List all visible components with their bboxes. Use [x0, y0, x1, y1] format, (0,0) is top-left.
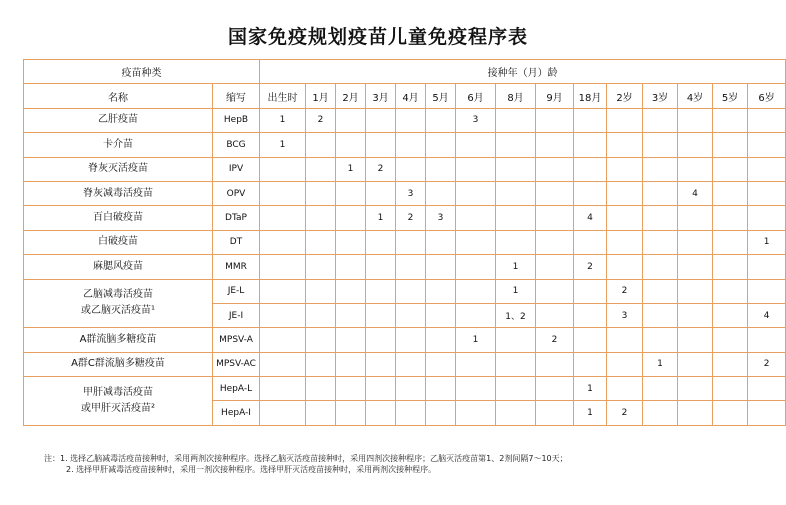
dose-cell [713, 279, 748, 303]
dose-cell [643, 328, 678, 352]
dose-cell [260, 352, 306, 376]
vaccine-name-line: 白破疫苗 [98, 236, 138, 248]
dose-cell [306, 206, 336, 230]
vaccine-abbr: IPV [213, 157, 260, 181]
dose-cell [643, 401, 678, 425]
dose-cell [396, 401, 426, 425]
dose-cell [536, 303, 574, 327]
dose-cell [456, 157, 496, 181]
dose-cell: 1 [643, 352, 678, 376]
name-header: 名称 [24, 84, 213, 108]
dose-cell [748, 401, 786, 425]
dose-cell [426, 255, 456, 279]
dose-cell [306, 352, 336, 376]
dose-cell [574, 279, 607, 303]
dose-cell [496, 352, 536, 376]
age-header-cell: 出生时 [260, 84, 306, 108]
dose-cell [678, 352, 713, 376]
vaccine-abbr: HepA-L [213, 377, 260, 401]
dose-cell [713, 108, 748, 132]
dose-cell [713, 206, 748, 230]
dose-cell [456, 206, 496, 230]
dose-cell [456, 352, 496, 376]
dose-cell [678, 303, 713, 327]
dose-cell [396, 328, 426, 352]
vaccine-abbr: MPSV-A [213, 328, 260, 352]
dose-cell: 1 [260, 133, 306, 157]
vaccine-name-line: 卡介苗 [103, 138, 133, 150]
dose-cell [336, 279, 366, 303]
dose-cell [643, 181, 678, 205]
dose-cell [678, 279, 713, 303]
dose-cell [336, 181, 366, 205]
dose-cell [426, 377, 456, 401]
vaccine-name-line: 麻腮风疫苗 [93, 260, 143, 272]
vaccine-name [24, 108, 213, 132]
dose-cell [366, 328, 396, 352]
dose-cell [713, 352, 748, 376]
dose-cell [426, 181, 456, 205]
dose-cell [643, 206, 678, 230]
dose-cell [366, 230, 396, 254]
dose-cell [643, 108, 678, 132]
age-header-cell: 18月 [574, 84, 607, 108]
vaccine-type-header: 疫苗种类 [24, 60, 260, 84]
dose-cell [306, 401, 336, 425]
dose-cell [643, 133, 678, 157]
table-row [24, 279, 786, 303]
dose-cell [456, 255, 496, 279]
dose-cell [396, 108, 426, 132]
vaccine-name [24, 352, 213, 376]
dose-cell: 4 [678, 181, 713, 205]
dose-cell [643, 157, 678, 181]
dose-cell [426, 108, 456, 132]
dose-cell [536, 230, 574, 254]
dose-cell [396, 255, 426, 279]
dose-cell [536, 401, 574, 425]
table-row [24, 157, 786, 181]
dose-cell [396, 157, 426, 181]
dose-cell [306, 255, 336, 279]
vaccine-abbr: JE-I [213, 303, 260, 327]
dose-cell [574, 181, 607, 205]
age-header-cell: 1月 [306, 84, 336, 108]
dose-cell [536, 108, 574, 132]
dose-cell: 1 [366, 206, 396, 230]
dose-cell [496, 206, 536, 230]
dose-cell [748, 279, 786, 303]
dose-cell [260, 401, 306, 425]
vaccine-name [24, 206, 213, 230]
dose-cell: 2 [366, 157, 396, 181]
vaccine-abbr: OPV [213, 181, 260, 205]
vaccine-abbr: HepA-I [213, 401, 260, 425]
dose-cell [574, 157, 607, 181]
vaccine-name [24, 328, 213, 352]
dose-cell [607, 206, 643, 230]
dose-cell [607, 230, 643, 254]
dose-cell [607, 181, 643, 205]
dose-cell [748, 328, 786, 352]
dose-cell [456, 230, 496, 254]
dose-cell [536, 279, 574, 303]
vaccine-name-line: 脊灰减毒活疫苗 [83, 187, 153, 199]
dose-cell [574, 108, 607, 132]
dose-cell: 2 [306, 108, 336, 132]
dose-cell [536, 377, 574, 401]
vaccine-name [24, 133, 213, 157]
dose-cell [713, 181, 748, 205]
dose-cell [574, 352, 607, 376]
vaccine-name-line: 百白破疫苗 [93, 212, 143, 224]
dose-cell [574, 328, 607, 352]
vaccine-name-line: 甲肝减毒活疫苗 [83, 386, 153, 398]
dose-cell [260, 181, 306, 205]
dose-cell: 1 [496, 279, 536, 303]
immunization-schedule-table [23, 59, 786, 426]
vaccine-abbr: HepB [213, 108, 260, 132]
vaccine-name-line: A群流脑多糖疫苗 [79, 333, 157, 345]
dose-cell: 1 [748, 230, 786, 254]
dose-cell [536, 133, 574, 157]
dose-cell [496, 328, 536, 352]
dose-cell [643, 279, 678, 303]
page-title: 国家免疫规划疫苗儿童免疫程序表 [227, 26, 528, 48]
dose-cell [678, 230, 713, 254]
dose-cell: 3 [456, 108, 496, 132]
vaccine-abbr: DT [213, 230, 260, 254]
dose-cell: 1、2 [496, 303, 536, 327]
vaccine-abbr: JE-L [213, 279, 260, 303]
dose-cell [366, 133, 396, 157]
header-row-top [24, 60, 786, 84]
dose-cell [678, 255, 713, 279]
dose-cell [713, 303, 748, 327]
dose-cell [306, 303, 336, 327]
age-header-cell: 3月 [366, 84, 396, 108]
vaccine-name [24, 377, 213, 426]
vaccine-name-line: 或乙脑灭活疫苗¹ [80, 305, 155, 317]
dose-cell [456, 133, 496, 157]
dose-cell [536, 206, 574, 230]
dose-cell [366, 401, 396, 425]
dose-cell [713, 401, 748, 425]
dose-cell [607, 328, 643, 352]
dose-cell: 3 [396, 181, 426, 205]
dose-cell [306, 133, 336, 157]
vaccine-name [24, 157, 213, 181]
dose-cell [426, 133, 456, 157]
dose-cell [607, 133, 643, 157]
dose-cell: 2 [574, 255, 607, 279]
dose-cell [678, 328, 713, 352]
dose-cell [496, 377, 536, 401]
dose-cell [426, 401, 456, 425]
age-header-cell: 9月 [536, 84, 574, 108]
table-row [24, 352, 786, 376]
dose-cell [536, 181, 574, 205]
dose-cell [643, 303, 678, 327]
dose-cell [366, 352, 396, 376]
abbr-header: 缩写 [213, 84, 260, 108]
dose-cell [643, 255, 678, 279]
dose-cell [396, 377, 426, 401]
footnotes [44, 453, 568, 475]
dose-cell [260, 377, 306, 401]
dose-cell [496, 133, 536, 157]
dose-cell [574, 303, 607, 327]
dose-cell [678, 401, 713, 425]
dose-cell [306, 328, 336, 352]
dose-cell [336, 303, 366, 327]
dose-cell [713, 157, 748, 181]
dose-cell [366, 181, 396, 205]
age-header-cell: 4岁 [678, 84, 713, 108]
dose-cell: 3 [426, 206, 456, 230]
dose-cell [496, 401, 536, 425]
dose-cell [536, 157, 574, 181]
dose-cell [336, 352, 366, 376]
vaccine-name-line: 乙脑减毒活疫苗 [83, 289, 153, 301]
dose-cell [607, 377, 643, 401]
age-header-cell: 6岁 [748, 84, 786, 108]
dose-cell [456, 377, 496, 401]
vaccine-name [24, 230, 213, 254]
dose-cell [748, 157, 786, 181]
dose-cell [536, 352, 574, 376]
vaccine-abbr: MPSV-AC [213, 352, 260, 376]
dose-cell [496, 181, 536, 205]
dose-cell [260, 303, 306, 327]
dose-cell [536, 255, 574, 279]
age-header-cell: 8月 [496, 84, 536, 108]
dose-cell [496, 157, 536, 181]
dose-cell: 4 [574, 206, 607, 230]
dose-cell: 1 [336, 157, 366, 181]
dose-cell [713, 230, 748, 254]
dose-cell: 1 [456, 328, 496, 352]
age-header-cell: 4月 [396, 84, 426, 108]
dose-cell [336, 230, 366, 254]
dose-cell [396, 279, 426, 303]
dose-cell [607, 157, 643, 181]
dose-cell [748, 133, 786, 157]
dose-cell [678, 206, 713, 230]
dose-cell: 1 [496, 255, 536, 279]
dose-cell: 2 [607, 401, 643, 425]
dose-cell [366, 303, 396, 327]
dose-cell [678, 108, 713, 132]
dose-cell [306, 157, 336, 181]
dose-cell [496, 230, 536, 254]
dose-cell [426, 279, 456, 303]
dose-cell [713, 328, 748, 352]
table-row [24, 181, 786, 205]
dose-cell [574, 230, 607, 254]
age-header-cell: 2岁 [607, 84, 643, 108]
table-row [24, 133, 786, 157]
dose-cell [366, 377, 396, 401]
dose-cell [748, 255, 786, 279]
dose-cell [306, 230, 336, 254]
dose-cell [366, 255, 396, 279]
dose-cell [336, 206, 366, 230]
dose-cell [336, 108, 366, 132]
vaccine-name-line: 乙肝疫苗 [98, 114, 138, 126]
dose-cell [260, 255, 306, 279]
dose-cell [366, 279, 396, 303]
dose-cell [306, 279, 336, 303]
vaccine-abbr: MMR [213, 255, 260, 279]
dose-cell [748, 377, 786, 401]
dose-cell: 2 [607, 279, 643, 303]
vaccine-name [24, 255, 213, 279]
vaccine-name [24, 181, 213, 205]
header-row-ages [24, 84, 786, 108]
dose-cell [748, 206, 786, 230]
vaccine-abbr: BCG [213, 133, 260, 157]
dose-cell [396, 230, 426, 254]
age-header: 接种年（月）龄 [260, 60, 786, 84]
dose-cell [678, 377, 713, 401]
footnote-2: 2. 选择甲肝减毒活疫苗接种时，采用一剂次接种程序。选择甲肝灭活疫苗接种时，采用两剂次接种程序。 [66, 465, 437, 474]
dose-cell [607, 255, 643, 279]
dose-cell [748, 108, 786, 132]
dose-cell [306, 181, 336, 205]
age-header-cell: 5月 [426, 84, 456, 108]
dose-cell [456, 279, 496, 303]
dose-cell [336, 328, 366, 352]
dose-cell [607, 108, 643, 132]
dose-cell: 1 [574, 377, 607, 401]
dose-cell: 1 [574, 401, 607, 425]
table-row [24, 328, 786, 352]
table-row [24, 255, 786, 279]
age-header-cell: 6月 [456, 84, 496, 108]
dose-cell [713, 377, 748, 401]
dose-cell [426, 328, 456, 352]
vaccine-abbr: DTaP [213, 206, 260, 230]
dose-cell [260, 230, 306, 254]
vaccine-name-line: A群C群流脑多糖疫苗 [71, 358, 165, 370]
age-header-cell: 5岁 [713, 84, 748, 108]
dose-cell [260, 279, 306, 303]
dose-cell: 2 [748, 352, 786, 376]
vaccine-name-line: 脊灰灭活疫苗 [88, 163, 148, 175]
dose-cell [678, 157, 713, 181]
dose-cell [426, 157, 456, 181]
dose-cell [396, 303, 426, 327]
table-row [24, 230, 786, 254]
dose-cell: 2 [536, 328, 574, 352]
dose-cell [496, 108, 536, 132]
age-header-cell: 2月 [336, 84, 366, 108]
dose-cell [607, 352, 643, 376]
dose-cell [396, 133, 426, 157]
dose-cell [366, 108, 396, 132]
dose-cell [643, 230, 678, 254]
vaccine-name-line: 或甲肝灭活疫苗² [80, 402, 155, 414]
table-row [24, 377, 786, 401]
dose-cell [260, 157, 306, 181]
dose-cell [713, 133, 748, 157]
footnote-1: 注：1. 选择乙脑减毒活疫苗接种时，采用两剂次接种程序。选择乙脑灭活疫苗接种时，采用四剂次接种程序；乙脑灭活疫苗第1、2剂间隔7～10天； [44, 454, 568, 463]
dose-cell [678, 133, 713, 157]
dose-cell [426, 230, 456, 254]
dose-cell [456, 181, 496, 205]
dose-cell: 3 [607, 303, 643, 327]
dose-cell [574, 133, 607, 157]
dose-cell [396, 352, 426, 376]
dose-cell [260, 206, 306, 230]
dose-cell [426, 352, 456, 376]
dose-cell [260, 328, 306, 352]
dose-cell: 1 [260, 108, 306, 132]
dose-cell [336, 255, 366, 279]
dose-cell [713, 255, 748, 279]
dose-cell [456, 303, 496, 327]
dose-cell [336, 133, 366, 157]
dose-cell [748, 181, 786, 205]
dose-cell [426, 303, 456, 327]
table-row [24, 108, 786, 132]
age-header-cell: 3岁 [643, 84, 678, 108]
dose-cell [306, 377, 336, 401]
table-row [24, 206, 786, 230]
dose-cell: 4 [748, 303, 786, 327]
dose-cell [643, 377, 678, 401]
dose-cell [336, 377, 366, 401]
dose-cell: 2 [396, 206, 426, 230]
dose-cell [456, 401, 496, 425]
vaccine-name [24, 279, 213, 328]
dose-cell [336, 401, 366, 425]
